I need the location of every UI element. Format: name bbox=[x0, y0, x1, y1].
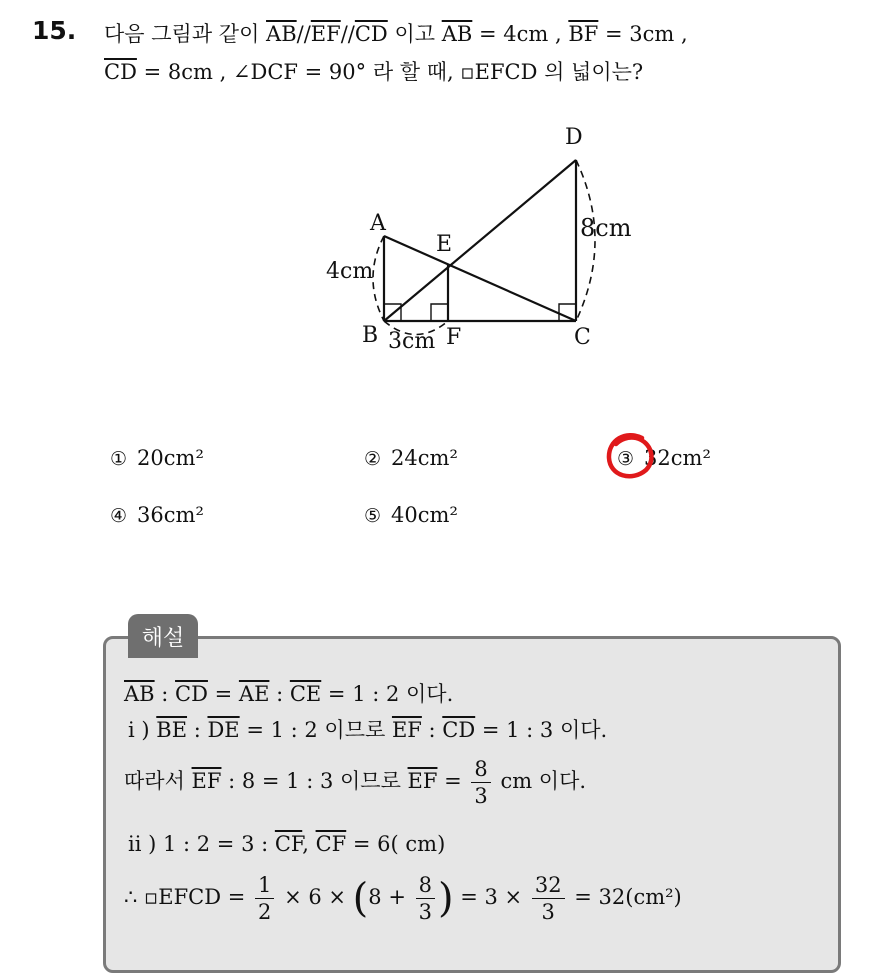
fraction: $\frac{8}{3}$ bbox=[471, 756, 490, 809]
choice-number: ⑤ bbox=[364, 505, 382, 527]
choice-number: ③ bbox=[617, 448, 635, 470]
dimension-arcs bbox=[373, 160, 595, 335]
label-c: C bbox=[574, 325, 591, 350]
question-line-1: 다음 그림과 같이 $\overline{AB}//\overline{EF}//\overline{CD}$ 이고 $\overline{AB} = 4cm$ , $\overline{BF} = 3cm$ , bbox=[104, 22, 688, 46]
choice-text: 36cm² bbox=[137, 503, 204, 527]
choice-text: 32cm² bbox=[644, 446, 711, 470]
solution-line-3: 따라서 $\overline{EF}$ : 8 = 1 : 3 이므로 $\overline{EF}$ = $\frac{8}{3}$ cm 이다. bbox=[124, 757, 587, 808]
choice-4[interactable] bbox=[110, 503, 204, 527]
fraction: $\frac{32}{3}$ bbox=[532, 872, 565, 925]
choice-text: 20cm² bbox=[137, 446, 204, 470]
solution-line-1: $\overline{AB}$ : $\overline{CD} = \overline{AE}$ : $\overline{CE} = 1$ : 2 이다. bbox=[124, 682, 454, 706]
label-cd-length: 8cm bbox=[580, 214, 632, 242]
question-number: 15. bbox=[32, 16, 77, 45]
question-line-2: $\overline{CD} = 8cm$ , ∠DCF = 90° 라 할 때, ▫EFCD 의 넓이는? bbox=[104, 60, 644, 84]
label-ab-length: 4cm bbox=[326, 259, 374, 284]
choice-2[interactable] bbox=[364, 446, 458, 470]
answer-circle-mark bbox=[602, 430, 658, 486]
segment-bd bbox=[384, 160, 576, 321]
choice-text: 40cm² bbox=[391, 503, 458, 527]
solution-line-2: i ) $\overline{BE}$ : $\overline{DE} = 1$ : 2 이므로 $\overline{EF}$ : $\overline{CD} = 1$ : 3 이다. bbox=[128, 718, 608, 742]
label-e: E bbox=[436, 232, 453, 257]
choice-number: ④ bbox=[110, 505, 128, 527]
label-b: B bbox=[362, 323, 379, 348]
choice-text: 24cm² bbox=[391, 446, 458, 470]
solution-line-5: ∴ ▫EFCD = $\frac{1}{2}$ × 6 × (8 + $\frac{8}{3}$ ) = 3 × $\frac{32}{3}$ = 32(cm²) bbox=[124, 873, 682, 924]
choice-number: ② bbox=[364, 448, 382, 470]
fraction: $\frac{1}{2}$ bbox=[255, 872, 274, 925]
solution-tab: 해설 bbox=[128, 614, 198, 658]
label-a: A bbox=[370, 211, 386, 236]
label-bf-length: 3cm bbox=[388, 329, 436, 354]
segment-ac bbox=[384, 236, 576, 321]
choice-number: ① bbox=[110, 448, 128, 470]
solution-line-4: ii ) 1 : 2 = 3 : $\overline{CF}$, $\overline{CF} = 6$( cm) bbox=[128, 832, 446, 856]
right-angle-marks bbox=[384, 304, 576, 321]
fraction: $\frac{8}{3}$ bbox=[416, 872, 435, 925]
label-d: D bbox=[565, 125, 583, 150]
choice-5[interactable] bbox=[364, 503, 458, 527]
geometry-figure bbox=[318, 118, 648, 358]
choice-1[interactable] bbox=[110, 446, 204, 470]
label-f: F bbox=[446, 325, 462, 350]
